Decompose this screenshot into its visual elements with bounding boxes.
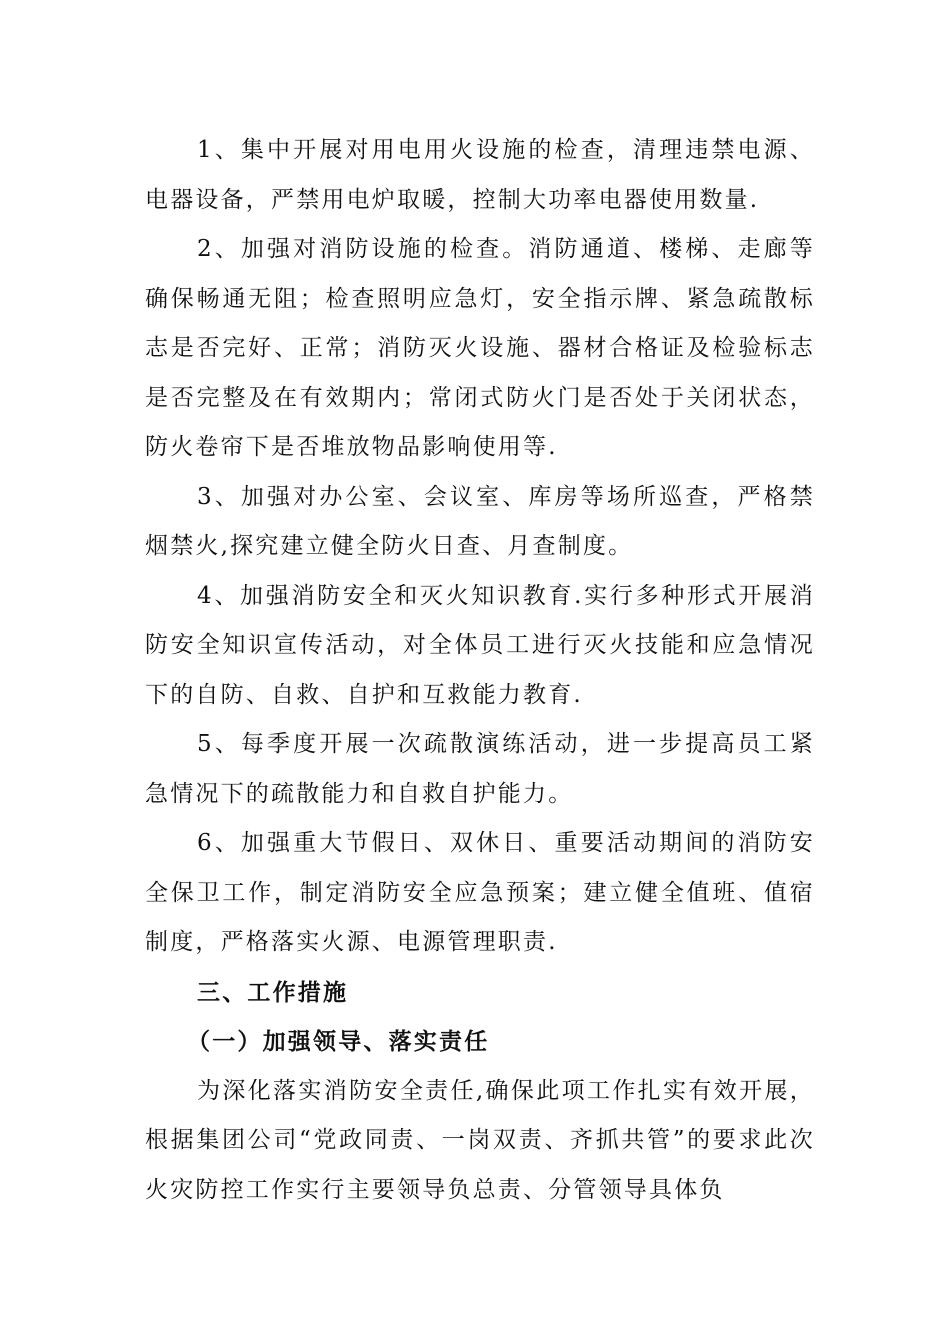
paragraph-item-3: 3、加强对办公室、会议室、库房等场所巡查，严格禁烟禁火,探究建立健全防火日查、月查制度。	[145, 483, 815, 559]
paragraph-item-1: 1、集中开展对用电用火设施的检查，清理违禁电源、电器设备，严禁用电炉取暖，控制大功率电器使用数量.	[145, 137, 815, 213]
subsection-heading: （一）加强领导、落实责任	[187, 1028, 490, 1055]
paragraph-item-4: 4、加强消防安全和灭火知识教育.实行多种形式开展消防安全知识宣传活动，对全体员工进行灭火技能和应急情况下的自防、自救、自护和互救能力教育.	[145, 582, 815, 708]
paragraph-item-2: 2、加强对消防设施的检查。消防通道、楼梯、走廊等确保畅通无阻；检查照明应急灯，安全指示牌、紧急疏散标志是否完好、正常；消防灭火设施、器材合格证及检验标志是否完整及在有效期内；常闭式防火门是否处于关闭状态，防火卷帘下是否堆放物品影响使用等.	[145, 236, 815, 460]
section-heading: 三、工作措施	[197, 978, 349, 1006]
paragraph-item-5: 5、每季度开展一次疏散演练活动，进一步提高员工紧急情况下的疏散能力和自救自护能力。	[145, 731, 815, 807]
closing-paragraph: 为深化落实消防安全责任,确保此项工作扎实有效开展，根据集团公司“党政同责、一岗双责、齐抓共管”的要求此次火灾防控工作实行主要领导负总责、分管领导具体负	[145, 1077, 815, 1203]
document-page	[145, 126, 815, 1215]
paragraph-item-6: 6、加强重大节假日、双休日、重要活动期间的消防安全保卫工作，制定消防安全应急预案；建立健全值班、值宿制度，严格落实火源、电源管理职责.	[145, 830, 815, 955]
